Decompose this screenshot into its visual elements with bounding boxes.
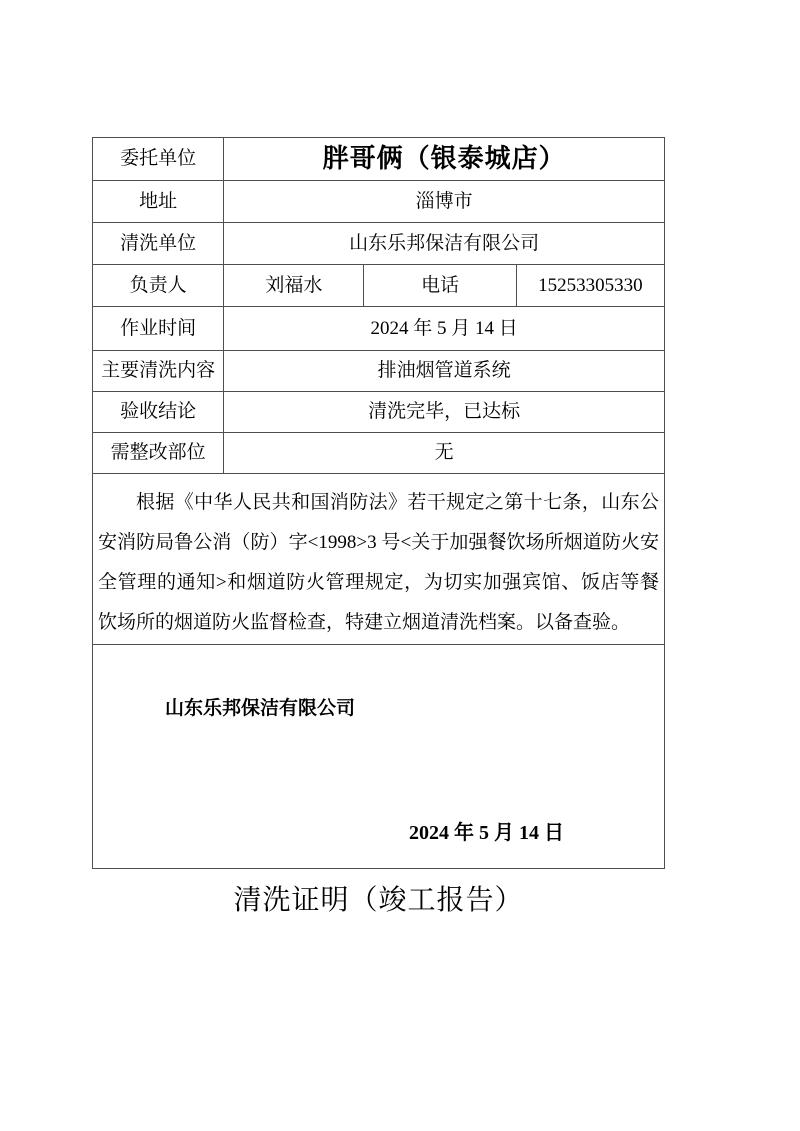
manager-label: 负责人 [93, 265, 224, 307]
row-signature [93, 645, 665, 869]
regulation-statement: 根据《中华人民共和国消防法》若干规定之第十七条，山东公安消防局鲁公消（防）字<1998>3 号<关于加强餐饮场所烟道防火安全管理的通知>和烟道防火管理规定，为切实加强宾馆、饭店等餐饮场所的烟道防火监督检查，特建立烟道清洗档案。以备查验。 [98, 492, 659, 633]
row-work-date [93, 307, 665, 351]
cleaning-certificate-document [92, 137, 665, 918]
cleaning-content-value: 排油烟管道系统 [224, 351, 665, 392]
address-label: 地址 [93, 181, 224, 223]
row-manager [93, 265, 665, 307]
phone-label: 电话 [364, 265, 516, 307]
row-acceptance-conclusion [93, 392, 665, 433]
document-title: 清洗证明（竣工报告） [233, 885, 524, 916]
signature-date: 2024 年 5 月 14 日 [409, 822, 564, 844]
cleaning-form-table [92, 137, 665, 869]
rectify-label: 需整改部位 [93, 433, 224, 474]
phone-value: 15253305330 [516, 265, 664, 307]
conclusion-label: 验收结论 [93, 392, 224, 433]
work-date-value: 2024 年 5 月 14 日 [224, 307, 665, 351]
row-client [93, 138, 665, 181]
work-date-label: 作业时间 [93, 307, 224, 351]
statement-cell [93, 474, 665, 645]
row-rectify-parts [93, 433, 665, 474]
client-label: 委托单位 [93, 138, 224, 181]
row-statement [93, 474, 665, 645]
row-address [93, 181, 665, 223]
signature-cell [93, 645, 665, 869]
conclusion-value: 清洗完毕，已达标 [224, 392, 665, 433]
manager-value: 刘福水 [224, 265, 364, 307]
client-value: 胖哥俩（银泰城店） [224, 138, 665, 181]
address-value: 淄博市 [224, 181, 665, 223]
cleaner-label: 清洗单位 [93, 223, 224, 265]
cleaning-content-label: 主要清洗内容 [93, 351, 224, 392]
rectify-value: 无 [224, 433, 665, 474]
row-cleaning-content [93, 351, 665, 392]
row-cleaner [93, 223, 665, 265]
cleaner-value: 山东乐邦保洁有限公司 [224, 223, 665, 265]
signature-company: 山东乐邦保洁有限公司 [165, 698, 356, 719]
